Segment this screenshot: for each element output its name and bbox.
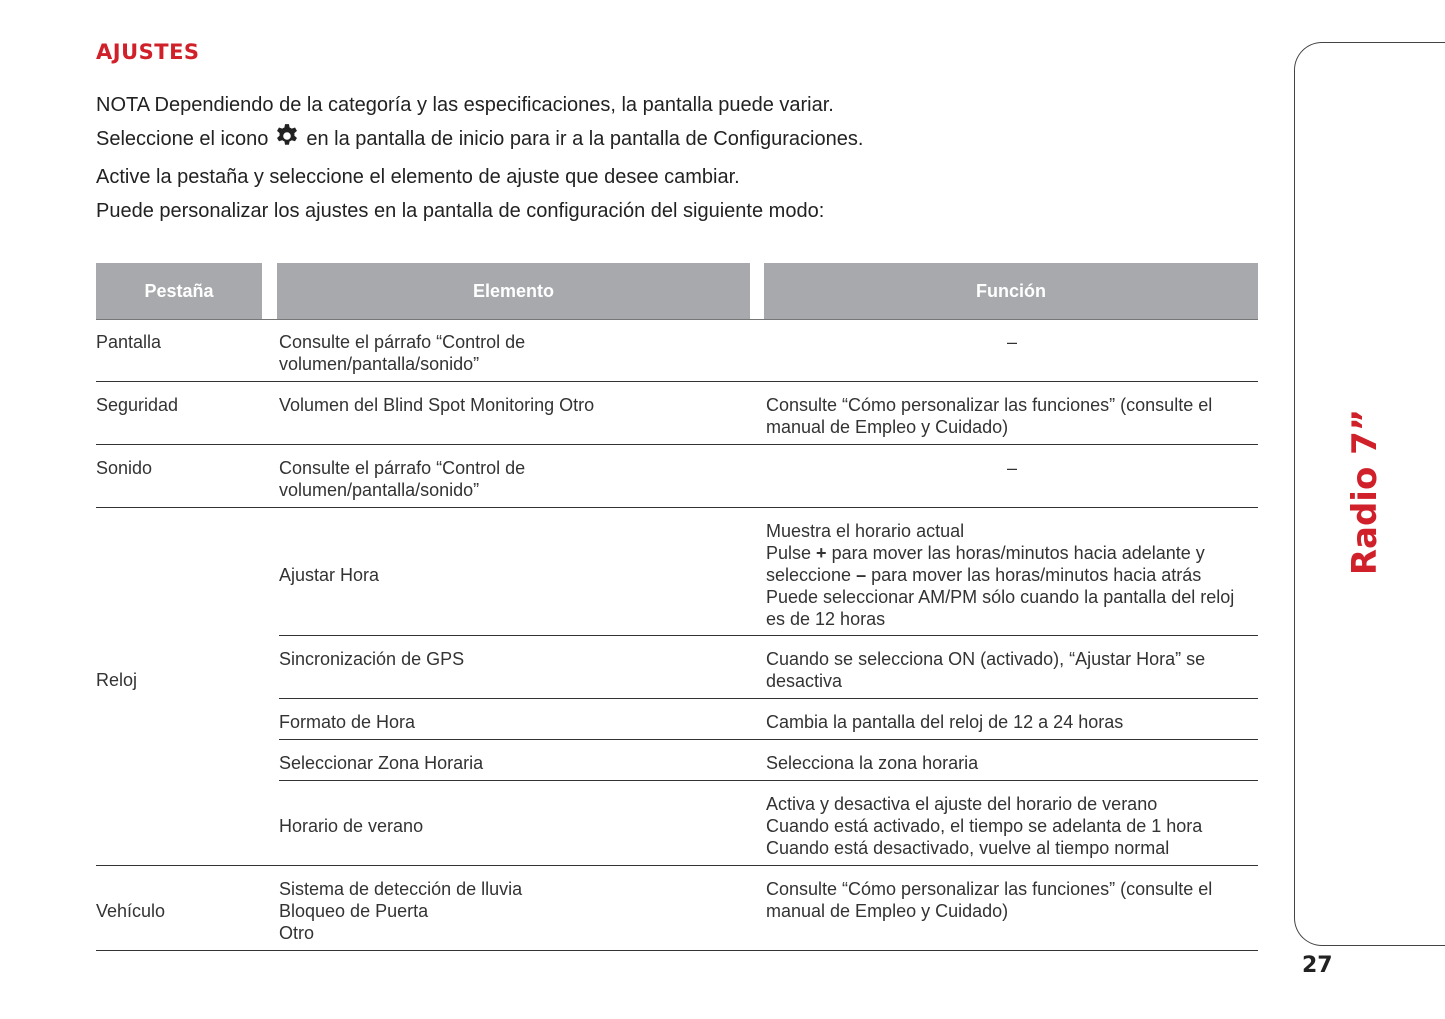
intro-text (96, 88, 863, 228)
element-cell: Ajustar Hora (279, 565, 380, 585)
element-cell: Horario de verano (279, 816, 424, 836)
function-cell: Cambia la pantalla del reloj de 12 a 24 horas (766, 712, 1124, 732)
intro-line-part: Seleccione el icono (96, 128, 269, 150)
table-row (96, 382, 1258, 445)
tab-cell: Reloj (96, 670, 138, 690)
intro-line (96, 122, 863, 160)
gear-icon (274, 123, 300, 160)
page-number: 27 (1302, 953, 1333, 978)
table-row-group-reloj (96, 508, 1258, 866)
element-cell: Sistema de detección de lluvia Bloqueo de Puerta Otro (279, 879, 523, 943)
function-cell: Cuando se selecciona ON (activado), “Ajustar Hora” se desactiva (766, 649, 1206, 691)
table-row (279, 740, 1258, 781)
column-header-function: Función (764, 263, 1258, 319)
table-header (96, 263, 1258, 320)
tab-cell: Vehículo (96, 901, 166, 921)
column-header-element: Elemento (277, 263, 750, 319)
element-cell: Sincronización de GPS (279, 649, 465, 669)
table-row (96, 781, 1258, 865)
tab-cell: Sonido (96, 458, 153, 478)
section-title: AJUSTES (96, 40, 200, 64)
function-cell: Consulte “Cómo personalizar las funciones” (consulte el manual de Empleo y Cuidado) (766, 879, 1213, 921)
minus-icon: – (856, 565, 867, 585)
intro-line: Active la pestaña y seleccione el elemento de ajuste que desee cambiar. (96, 166, 740, 188)
table-row (279, 699, 1258, 740)
tab-cell: Pantalla (96, 332, 162, 352)
table-row (96, 320, 1258, 382)
table-row (279, 508, 1258, 636)
function-cell: – (1006, 332, 1017, 352)
table-row (96, 866, 1258, 951)
intro-line: Puede personalizar los ajustes en la pantalla de configuración del siguiente modo: (96, 200, 825, 222)
table-row (96, 445, 1258, 508)
chapter-title: Radio 7” (1345, 408, 1385, 576)
element-cell: Consulte el párrafo “Control de volumen/pantalla/sonido” (279, 458, 526, 500)
settings-table (96, 263, 1258, 951)
plus-icon: + (816, 543, 827, 563)
element-cell: Volumen del Blind Spot Monitoring Otro (279, 395, 595, 415)
tab-cell: Seguridad (96, 395, 179, 415)
element-cell: Seleccionar Zona Horaria (279, 753, 484, 773)
intro-line-part: en la pantalla de inicio para ir a la pantalla de Configuraciones. (306, 128, 864, 150)
function-cell: Consulte “Cómo personalizar las funciones” (consulte el manual de Empleo y Cuidado) (766, 395, 1213, 437)
element-cell: Consulte el párrafo “Control de volumen/pantalla/sonido” (279, 332, 526, 374)
table-row (279, 636, 1258, 699)
function-cell: Selecciona la zona horaria (766, 753, 979, 773)
element-cell: Formato de Hora (279, 712, 416, 732)
function-cell: – (1006, 458, 1017, 478)
column-header-tab: Pestaña (96, 263, 262, 319)
function-cell: Activa y desactiva el ajuste del horario de verano Cuando está activado, el tiempo se adelanta de 1 hora Cuando está desactivado, vuelve al tiempo normal (766, 794, 1203, 858)
intro-line: NOTA Dependiendo de la categoría y las especificaciones, la pantalla puede variar. (96, 94, 834, 116)
function-cell: Muestra el horario actual Pulse + para mover las horas/minutos hacia adelante y seleccione – para mover las horas/minutos hacia atrás Puede seleccionar AM/PM sólo cuando la pantalla del reloj es de 12 horas (766, 521, 1235, 629)
